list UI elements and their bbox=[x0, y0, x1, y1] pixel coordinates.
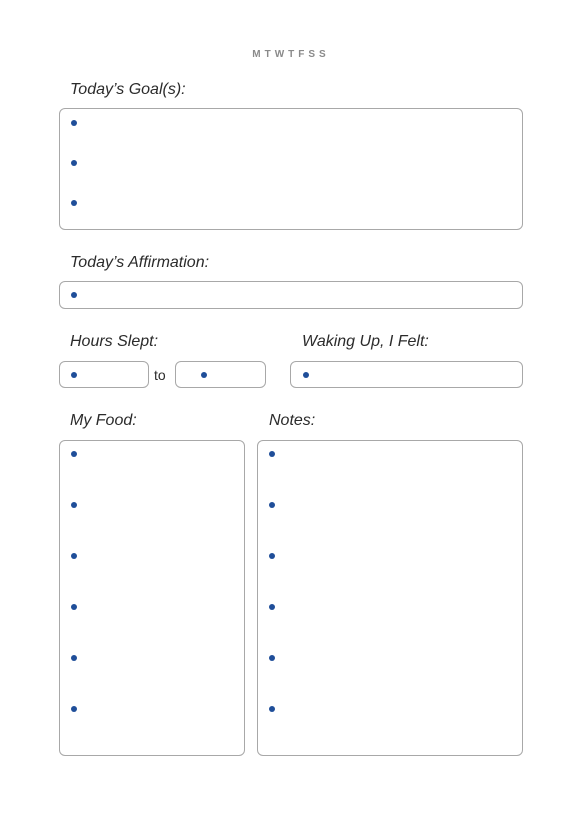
notes-bullet bbox=[269, 451, 275, 457]
waking-label: Waking Up, I Felt: bbox=[302, 333, 429, 350]
food-bullet bbox=[71, 655, 77, 661]
notes-bullet bbox=[269, 655, 275, 661]
food-label: My Food: bbox=[70, 412, 137, 429]
waking-bullet bbox=[303, 372, 309, 378]
notes-bullet bbox=[269, 604, 275, 610]
food-bullet bbox=[71, 604, 77, 610]
food-bullet bbox=[71, 706, 77, 712]
notes-bullet bbox=[269, 502, 275, 508]
waking-box[interactable] bbox=[290, 361, 523, 388]
goals-label: Today’s Goal(s): bbox=[70, 81, 186, 98]
notes-bullet bbox=[269, 706, 275, 712]
food-bullet bbox=[71, 502, 77, 508]
hours-slept-label: Hours Slept: bbox=[70, 333, 159, 350]
food-bullet bbox=[71, 451, 77, 457]
goal-bullet bbox=[71, 200, 77, 206]
goal-bullet bbox=[71, 120, 77, 126]
affirmation-box[interactable] bbox=[59, 281, 523, 309]
sleep-start-bullet bbox=[71, 372, 77, 378]
notes-label: Notes: bbox=[269, 412, 316, 429]
weekday-selector[interactable]: MTWTFSS bbox=[252, 49, 330, 60]
affirmation-label: Today’s Affirmation: bbox=[70, 254, 210, 271]
sleep-start-box[interactable] bbox=[59, 361, 149, 388]
sleep-end-bullet bbox=[201, 372, 207, 378]
goal-bullet bbox=[71, 160, 77, 166]
goals-box[interactable] bbox=[59, 108, 523, 230]
food-bullet bbox=[71, 553, 77, 559]
notes-bullet bbox=[269, 553, 275, 559]
food-box[interactable] bbox=[59, 440, 245, 756]
affirmation-bullet bbox=[71, 292, 77, 298]
sleep-end-box[interactable] bbox=[175, 361, 266, 388]
notes-box[interactable] bbox=[257, 440, 523, 756]
to-separator: to bbox=[154, 367, 166, 383]
